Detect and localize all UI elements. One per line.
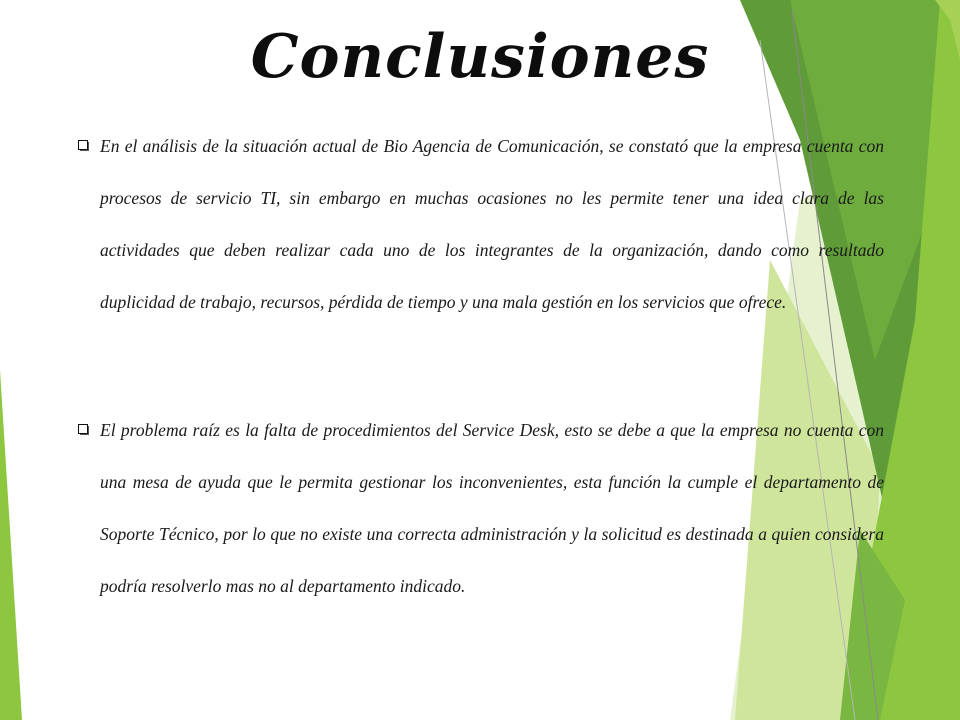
bullet-paragraph-1: [76, 120, 884, 328]
hollow-square-bullet-icon: [78, 140, 90, 152]
bullet-text: En el análisis de la situación actual de Bio Agencia de Comunicación, se constató que la empresa cuenta con procesos de servicio TI, sin embargo en muchas ocasiones no les permite tener una idea clara de las actividades que deben realizar cada uno de los integrantes de la organización, dando como resultado duplicidad de trabajo, recursos, pérdida de tiempo y una mala gestión en los servicios que ofrece.: [100, 136, 884, 312]
bullet-text: El problema raíz es la falta de procedimientos del Service Desk, esto se debe a que la empresa no cuenta con una mesa de ayuda que le permita gestionar los inconvenientes, esta función la cumple el departamento de Soporte Técnico, por lo que no existe una correcta administración y la solicitud es destinada a quien considera podría resolverlo mas no al departamento indicado.: [100, 420, 884, 596]
slide-title: Conclusiones: [250, 22, 710, 92]
bullet-paragraph-2: [76, 404, 884, 612]
hollow-square-bullet-icon: [78, 424, 90, 436]
left-green-strip: [0, 370, 22, 720]
